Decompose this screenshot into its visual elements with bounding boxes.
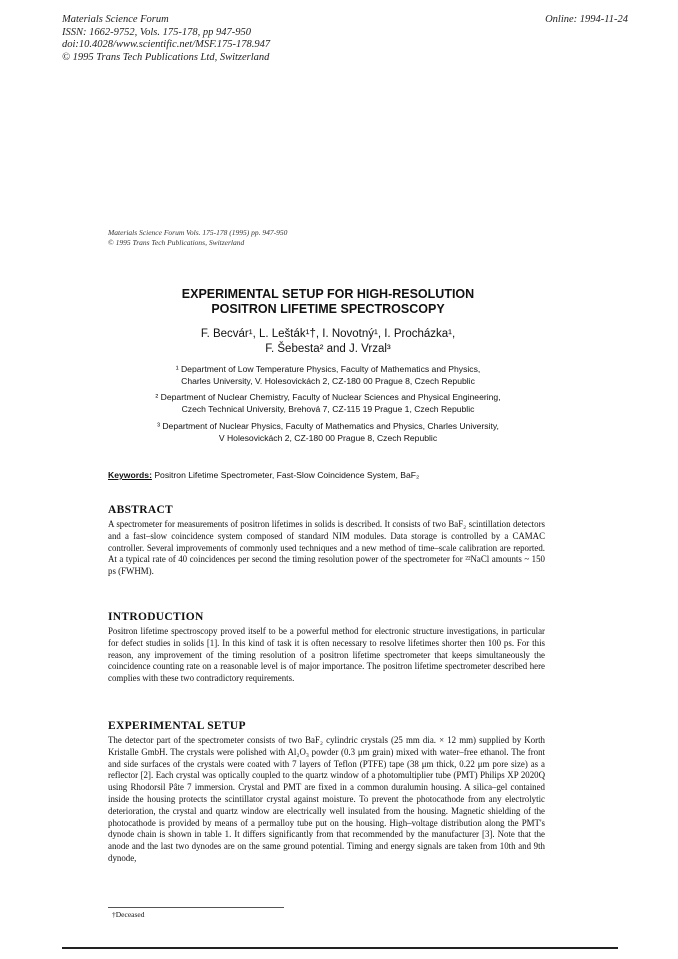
affiliation-2	[100, 392, 556, 415]
experimental-setup-text: The detector part of the spectrometer consists of two BaF₂ cylindric crystals (25 mm dia. × 12 mm) supplied by Korth Kristalle GmbH. The crystals were polished with Al₂O₃ powder (0.3 μm grain) mixed with water–free ethanol. The front and side surfaces of the crystals were coated with 7 layers of Teflon (PTFE) tape (38 μm thick, 0.22 μm pore size) as a reflector [2]. Each crystal was optically coupled to the quartz window of a photomultiplier tube (PMT) Philips XP 2020Q using Rhodorsil Pâte 7 immersion. Crystal and PMT are fixed in a common duralumin housing. A silica–gel contained inside the housing protects the scintillator crystal against moisture. To prevent the photocathode from any electrolytic deterioration, the crystal and quartz window are electrically well insulated from the housing. Magnetic shielding of the photocathode is provided by means of a permalloy tube put on the housing. High–voltage distribution along the PMT's dynode chain is shown in table 1. It differs significantly from that recommended by the manufacturer [3]. Note that the anode and the last two dynodes are on the same ground potential. Timing and energy signals are taken from 10th and 9th dynode,	[108, 735, 545, 863]
introduction-heading: INTRODUCTION	[108, 611, 204, 623]
title-line-1: EXPERIMENTAL SETUP FOR HIGH-RESOLUTION	[181, 287, 475, 301]
abstract-heading: ABSTRACT	[108, 504, 174, 516]
page-bottom-rule	[62, 947, 618, 949]
issn-line: ISSN: 1662-9752, Vols. 175-178, pp 947-950	[62, 26, 251, 38]
citation-line-2: © 1995 Trans Tech Publications, Switzerland	[108, 238, 245, 247]
doi-line[interactable]: doi:10.4028/www.scientific.net/MSF.175-178.947	[62, 39, 271, 50]
affiliation-2-line-2: Czech Technical University, Brehová 7, CZ-115 19 Prague 1, Czech Republic	[181, 403, 475, 414]
affiliation-3-line-2: V Holesovickách 2, CZ-180 00 Prague 8, Czech Republic	[218, 432, 438, 443]
abstract-section	[108, 504, 545, 578]
journal-name: Materials Science Forum	[62, 14, 169, 25]
affiliation-3	[100, 421, 556, 444]
experimental-setup-heading: EXPERIMENTAL SETUP	[108, 720, 246, 732]
affiliation-3-line-1: ³ Department of Nuclear Physics, Faculty of Mathematics and Physics, Charles University,	[157, 421, 499, 431]
keywords	[108, 470, 419, 480]
affiliation-1-line-2: Charles University, V. Holesovickách 2, CZ-180 00 Prague 8, Czech Republic	[181, 375, 475, 386]
affiliation-1-line-1: ¹ Department of Low Temperature Physics, Faculty of Mathematics and Physics,	[175, 364, 481, 374]
author-list	[108, 327, 548, 357]
introduction-section	[108, 611, 545, 685]
footnote-divider	[108, 907, 284, 908]
online-date: Online: 1994-11-24	[545, 14, 628, 25]
keywords-text: Positron Lifetime Spectrometer, Fast-Slow Coincidence System, BaF₂	[151, 470, 420, 480]
authors-line-1: F. Becvár¹, L. Lešták¹†, I. Novotný¹, I. Procházka¹,	[200, 328, 456, 340]
original-citation	[108, 228, 287, 248]
affiliation-2-line-1: ² Department of Nuclear Chemistry, Faculty of Nuclear Sciences and Physical Engineering,	[155, 392, 501, 402]
citation-line-1: Materials Science Forum Vols. 175-178 (1995) pp. 947-950	[108, 228, 288, 237]
affiliation-1	[100, 364, 556, 387]
keywords-label: Keywords:	[108, 470, 152, 480]
abstract-text: A spectrometer for measurements of positron lifetimes in solids is described. It consists of two BaF₂ scintillation detectors and a fast–slow coincidence system composed of standard NIM modules. Data storage is controlled by a CAMAC controller. Several improvements of commonly used techniques and a new method of time–scale calibration are reported. At a typical rate of 40 coincidences per second the timing resolution power of the spectrometer for ²²NaCl amounts ~ 150 ps (FWHM).	[108, 519, 545, 577]
title-line-2: POSITRON LIFETIME SPECTROSCOPY	[211, 302, 445, 316]
authors-line-2: F. Šebesta² and J. Vrzal³	[265, 343, 391, 355]
publication-header	[62, 14, 628, 64]
copyright-line: © 1995 Trans Tech Publications Ltd, Switzerland	[62, 51, 270, 63]
introduction-text: Positron lifetime spectroscopy proved itself to be a powerful method for electronic structure investigations, in particular for defect studies in solids [1]. In this kind of task it is often necessary to resolve lifetimes shorter then 100 ps. For this reason, any improvement of the timing resolution of a positron lifetime spectrometer that keeps simultaneously the coincidence counting rate on a reasonable level is of major importance. The positron lifetime spectrometer described here complies with these two contradictory requirements.	[108, 626, 545, 684]
experimental-setup-section	[108, 720, 545, 865]
paper-title	[108, 287, 548, 317]
footnote: †Deceased	[112, 910, 145, 919]
